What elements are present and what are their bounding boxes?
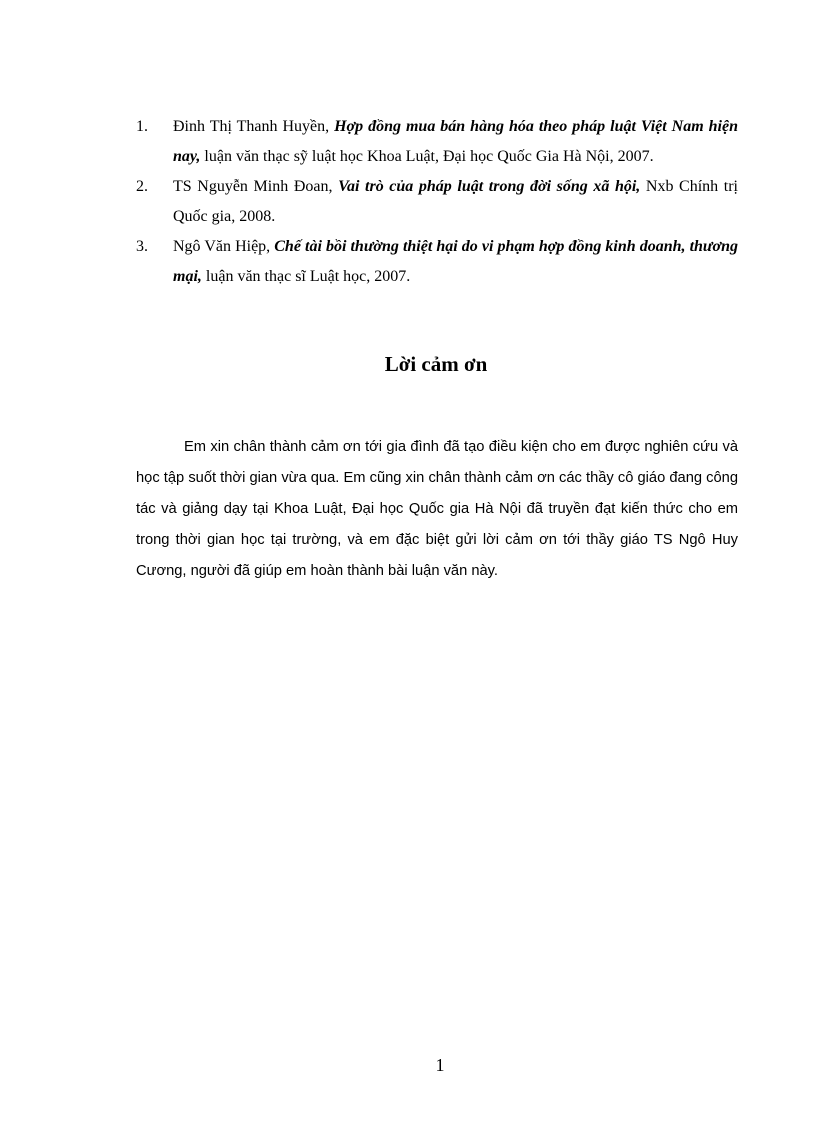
reference-details: luận văn thạc sỹ luật học Khoa Luật, Đại học Quốc Gia Hà Nội, 2007. — [200, 148, 654, 165]
reference-title: Vai trò của pháp luật trong đời sống xã hội, — [338, 178, 641, 195]
acknowledgement-body: Em xin chân thành cảm ơn tới gia đình đã tạo điều kiện cho em được nghiên cứu và học tập suốt thời gian vừa qua. Em cũng xin chân thành cảm ơn các thầy cô giáo đang công tác và giảng dạy tại Khoa Luật, Đại học Quốc gia Hà Nội đã truyền đạt kiến thức cho em trong thời gian học tại trường, và em đặc biệt gửi lời cảm ơn tới thầy giáo TS Ngô Huy Cương, người đã giúp em hoàn thành bài luận văn này. — [136, 439, 738, 579]
reference-item — [136, 172, 738, 232]
reference-item — [136, 232, 738, 292]
reference-number: 1. — [136, 118, 148, 135]
reference-details: Nxb Chính trị Quốc gia, 2008. — [173, 178, 739, 225]
reference-details: luận văn thạc sĩ Luật học, 2007. — [201, 268, 411, 285]
reference-author: Ngô Văn Hiệp, — [173, 238, 275, 255]
reference-number: 2. — [136, 178, 148, 195]
reference-author: TS Nguyễn Minh Đoan, — [173, 178, 339, 195]
reference-title: Hợp đồng mua bán hàng hóa theo pháp luật Việt Nam hiện nay, — [173, 118, 739, 165]
reference-title: Chế tài bồi thường thiệt hại do vi phạm hợp đồng kinh doanh, thương mại, — [173, 238, 739, 285]
acknowledgement-heading: Lời cảm ơn — [384, 352, 488, 376]
page-number: 1 — [435, 1055, 445, 1075]
reference-list — [136, 112, 738, 292]
reference-item — [136, 112, 738, 172]
reference-number: 3. — [136, 238, 148, 255]
reference-author: Đinh Thị Thanh Huyền, — [173, 118, 335, 135]
